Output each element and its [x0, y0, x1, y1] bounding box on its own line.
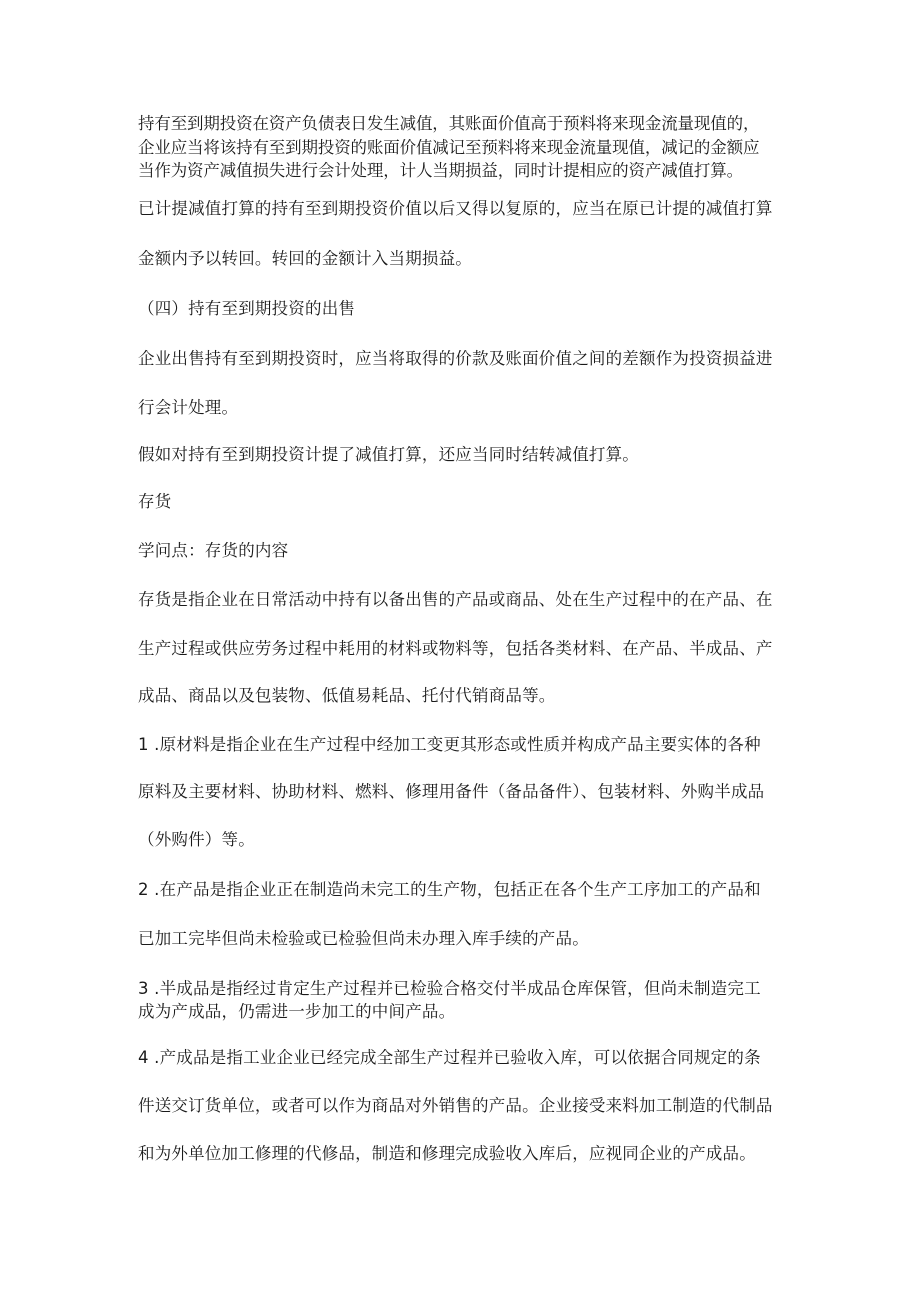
paragraph-impairment-line-2: 企业应当将该持有至到期投资的账面价值减记至预料将来现金流量现值，减记的金额应 [138, 138, 760, 157]
list-item-2-line-2: 已加工完毕但尚未检验或已检验但尚未办理入库手续的产品。 [138, 929, 589, 948]
list-item-2-line-1: 2 .在产品是指企业正在制造尚未完工的生产物，包括正在各个生产工序加工的产品和 [138, 880, 761, 899]
section-heading-inventory: 存货 [138, 492, 172, 511]
section-heading-sale: （四）持有至到期投资的出售 [138, 299, 356, 318]
list-item-4-line-3: 和为外单位加工修理的代修品，制造和修理完成验收入库后，应视同企业的产成品。 [138, 1144, 756, 1163]
paragraph-impairment-line-3: 当作为资产减值损失进行会计处理，计人当期损益，同时计提相应的资产减值打算。 [138, 161, 743, 180]
paragraph-inventory-line-1: 存货是指企业在日常活动中持有以备出售的产品或商品、处在生产过程中的在产品、在 [138, 590, 773, 609]
list-item-1-line-1: 1 .原材料是指企业在生产过程中经加工变更其形态或性质并构成产品主要实体的各种 [138, 735, 761, 754]
paragraph-reversal-line-1: 已计提减值打算的持有至到期投资价值以后又得以复原的，应当在原已计提的减值打算 [138, 199, 773, 218]
list-item-3-line-1: 3 .半成品是指经过肯定生产过程并已检验合格交付半成品仓库保管，但尚未制造完工 [138, 979, 761, 998]
paragraph-reversal-line-2: 金额内予以转回。转回的金额计入当期损益。 [138, 249, 472, 268]
list-item-1-line-3: （外购件）等。 [138, 830, 255, 849]
list-item-4-line-2: 件送交订货单位，或者可以作为商品对外销售的产品。企业接受来料加工制造的代制品 [138, 1096, 773, 1115]
list-item-3-line-2: 成为产成品，仍需进一步加工的中间产品。 [138, 1002, 456, 1021]
knowledge-point-heading: 学问点：存货的内容 [138, 541, 289, 560]
paragraph-transfer-impairment: 假如对持有至到期投资计提了减值打算，还应当同时结转减值打算。 [138, 445, 639, 464]
paragraph-impairment-line-1: 持有至到期投资在资产负债表日发生减值，其账面价值高于预料将来现金流量现值的， [138, 114, 760, 133]
paragraph-sale-line-2: 行会计处理。 [138, 398, 239, 417]
list-item-1-line-2: 原料及主要材料、协助材料、燃料、修理用备件（备品备件）、包装材料、外购半成品 [138, 782, 765, 801]
paragraph-inventory-line-3: 成品、商品以及包装物、低值易耗品、托付代销商品等。 [138, 686, 556, 705]
paragraph-sale-line-1: 企业出售持有至到期投资时，应当将取得的价款及账面价值之间的差额作为投资损益进 [138, 349, 773, 368]
list-item-4-line-1: 4 .产成品是指工业企业已经完成全部生产过程并已验收入库，可以依据合同规定的条 [138, 1048, 761, 1067]
paragraph-inventory-line-2: 生产过程或供应劳务过程中耗用的材料或物料等，包括各类材料、在产品、半成品、产 [138, 639, 773, 658]
